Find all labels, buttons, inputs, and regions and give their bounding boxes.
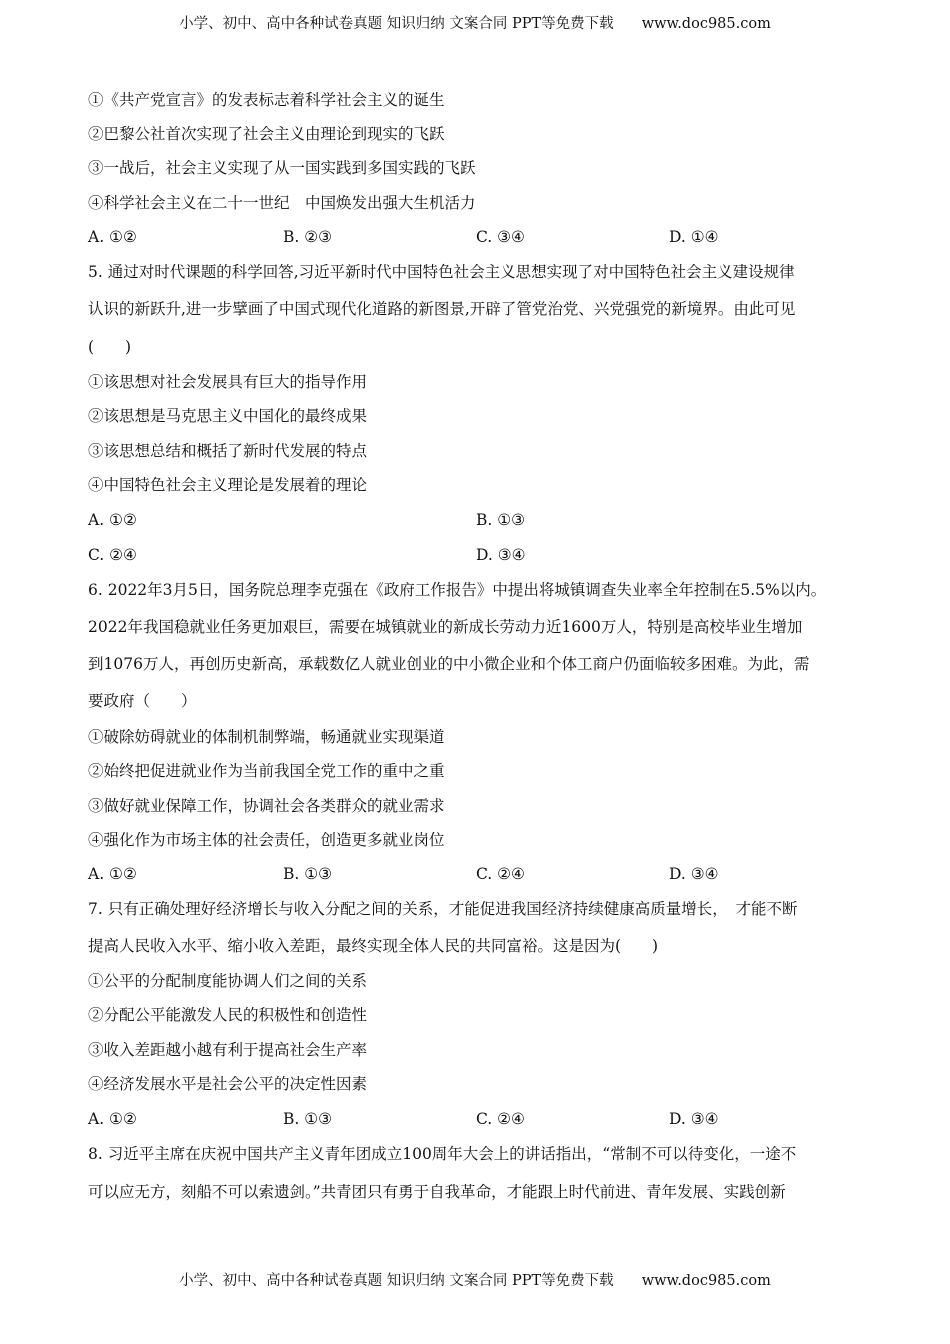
q7-statement: ①公平的分配制度能协调人们之间的关系 <box>88 972 368 990</box>
q7-option-d: D. ③④ <box>669 1110 719 1128</box>
q4-statement: ①《共产党宣言》的发表标志着科学社会主义的诞生 <box>88 91 445 109</box>
q6-stem: 到1076万人，再创历史新高，承载数亿人就业创业的中小微企业和个体工商户仍面临较多困难。为此，需 <box>88 655 810 673</box>
q5-option-d: D. ③④ <box>476 546 526 564</box>
q6-statement: ③做好就业保障工作，协调社会各类群众的就业需求 <box>88 797 445 815</box>
q5-stem: ( ) <box>88 338 132 356</box>
q4-statement: ③一战后，社会主义实现了从一国实践到多国实践的飞跃 <box>88 159 476 177</box>
q7-option-b: B. ①③ <box>283 1110 333 1128</box>
q4-option-d: D. ①④ <box>669 228 719 246</box>
q7-option-a: A. ①② <box>88 1110 137 1128</box>
q6-statement: ①破除妨碍就业的体制机制弊端，畅通就业实现渠道 <box>88 728 445 746</box>
q6-stem: 要政府（ ） <box>88 692 197 710</box>
header-text: 小学、初中、高中各种试卷真题 知识归纳 文案合同 PPT等免费下载 <box>179 16 614 32</box>
q6-option-d: D. ③④ <box>669 865 719 883</box>
q5-statement: ①该思想对社会发展具有巨大的指导作用 <box>88 373 368 391</box>
footer-url[interactable]: www.doc985.com <box>641 1273 771 1289</box>
q4-statement: ④科学社会主义在二十一世纪 中国焕发出强大生机活力 <box>88 194 476 212</box>
q4-option-a: A. ①② <box>88 228 137 246</box>
q6-option-c: C. ②④ <box>476 865 525 883</box>
q5-statement: ②该思想是马克思主义中国化的最终成果 <box>88 407 368 425</box>
q8-stem: 8. 习近平主席在庆祝中国共产主义青年团成立100周年大会上的讲话指出，“常制不可以待变化，一途不 <box>88 1145 797 1163</box>
page-header <box>0 12 950 33</box>
q5-stem: 认识的新跃升,进一步擘画了中国式现代化道路的新图景,开辟了管党治党、兴党强党的新境界。由此可见 <box>88 300 796 318</box>
q5-option-c: C. ②④ <box>88 546 137 564</box>
q7-stem: 7. 只有正确处理好经济增长与收入分配之间的关系，才能促进我国经济持续健康高质量增长， 才能不断 <box>88 900 798 918</box>
q7-statement: ③收入差距越小越有利于提高社会生产率 <box>88 1041 368 1059</box>
q6-stem: 2022年我国稳就业任务更加艰巨，需要在城镇就业的新成长劳动力近1600万人，特别是高校毕业生增加 <box>88 618 803 636</box>
q5-stem: 5. 通过对时代课题的科学回答,习近平新时代中国特色社会主义思想实现了对中国特色社会主义建设规律 <box>88 263 795 281</box>
q6-option-a: A. ①② <box>88 865 137 883</box>
q5-statement: ③该思想总结和概括了新时代发展的特点 <box>88 442 368 460</box>
q5-option-a: A. ①② <box>88 511 137 529</box>
q8-stem: 可以应无方，刻船不可以索遗剑。”共青团只有勇于自我革命，才能跟上时代前进、青年发展、实践创新 <box>88 1183 786 1201</box>
q6-statement: ④强化作为市场主体的社会责任，创造更多就业岗位 <box>88 831 445 849</box>
footer-text: 小学、初中、高中各种试卷真题 知识归纳 文案合同 PPT等免费下载 <box>179 1273 614 1289</box>
q4-statement: ②巴黎公社首次实现了社会主义由理论到现实的飞跃 <box>88 125 445 143</box>
q4-option-b: B. ②③ <box>283 228 333 246</box>
q6-stem: 6. 2022年3月5日，国务院总理李克强在《政府工作报告》中提出将城镇调查失业率全年控制在5.5%以内。 <box>88 581 827 599</box>
page-footer <box>0 1269 950 1290</box>
header-url[interactable]: www.doc985.com <box>641 16 771 32</box>
q4-option-c: C. ③④ <box>476 228 525 246</box>
q7-statement: ②分配公平能激发人民的积极性和创造性 <box>88 1006 368 1024</box>
q6-option-b: B. ①③ <box>283 865 333 883</box>
q5-statement: ④中国特色社会主义理论是发展着的理论 <box>88 476 368 494</box>
q7-stem: 提高人民收入水平、缩小收入差距，最终实现全体人民的共同富裕。这是因为( ) <box>88 937 659 955</box>
q6-statement: ②始终把促进就业作为当前我国全党工作的重中之重 <box>88 762 445 780</box>
q7-statement: ④经济发展水平是社会公平的决定性因素 <box>88 1075 368 1093</box>
q5-option-b: B. ①③ <box>476 511 526 529</box>
q7-option-c: C. ②④ <box>476 1110 525 1128</box>
